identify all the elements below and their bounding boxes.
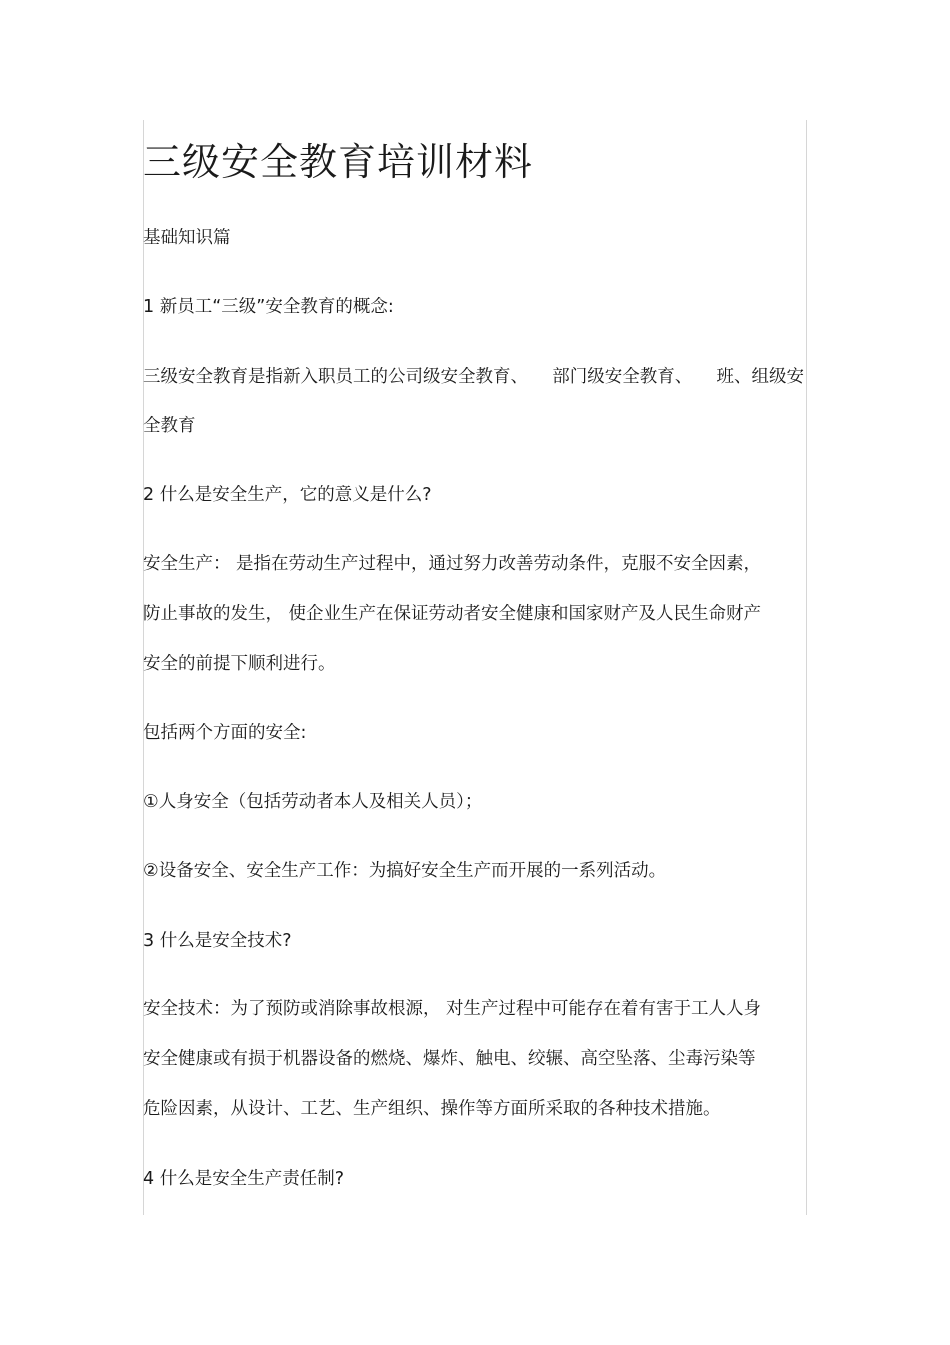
question-2-item-1: ①人身安全（包括劳动者本人及相关人员）； bbox=[143, 792, 483, 812]
question-2-answer-line-1: 安全生产： 是指在劳动生产过程中，通过努力改善劳动条件，克服不安全因素， bbox=[143, 554, 762, 574]
question-4-heading: 4 什么是安全生产责任制? bbox=[143, 1169, 344, 1189]
question-2-answer-line-2: 防止事故的发生， 使企业生产在保证劳动者安全健康和国家财产及人民生命财产 bbox=[143, 604, 762, 624]
answer-segment: 部门级安全教育、 bbox=[552, 367, 693, 387]
question-2-answer-line-3: 安全的前提下顺利进行。 bbox=[143, 654, 336, 674]
question-3-answer-line-1: 安全技术：为了预防或消除事故根源， 对生产过程中可能存在着有害于工人人身 bbox=[143, 999, 762, 1019]
question-2-item-2: ②设备安全、安全生产工作：为搞好安全生产而开展的一系列活动。 bbox=[143, 861, 667, 881]
question-2-includes: 包括两个方面的安全: bbox=[143, 723, 307, 743]
question-1-heading: 1 新员工“三级”安全教育的概念: bbox=[143, 297, 394, 317]
question-3-answer-line-3: 危险因素，从设计、工艺、生产组织、操作等方面所采取的各种技术措施。 bbox=[143, 1099, 721, 1119]
question-3-heading: 3 什么是安全技术? bbox=[143, 931, 292, 951]
question-2-heading: 2 什么是安全生产，它的意义是什么? bbox=[143, 485, 432, 505]
section-heading: 基础知识篇 bbox=[143, 228, 231, 248]
question-3-answer-line-2: 安全健康或有损于机器设备的燃烧、爆炸、触电、绞辗、高空坠落、尘毒污染等 bbox=[143, 1049, 756, 1069]
question-1-answer-line-2: 全教育 bbox=[143, 416, 196, 436]
answer-segment: 班、组级安 bbox=[716, 367, 804, 387]
answer-segment: 三级安全教育是指新入职员工的公司级安全教育、 bbox=[143, 367, 528, 387]
page-title: 三级安全教育培训材料 bbox=[143, 140, 534, 184]
question-1-answer-line-1 bbox=[143, 364, 804, 390]
page-right-border bbox=[806, 120, 807, 1215]
